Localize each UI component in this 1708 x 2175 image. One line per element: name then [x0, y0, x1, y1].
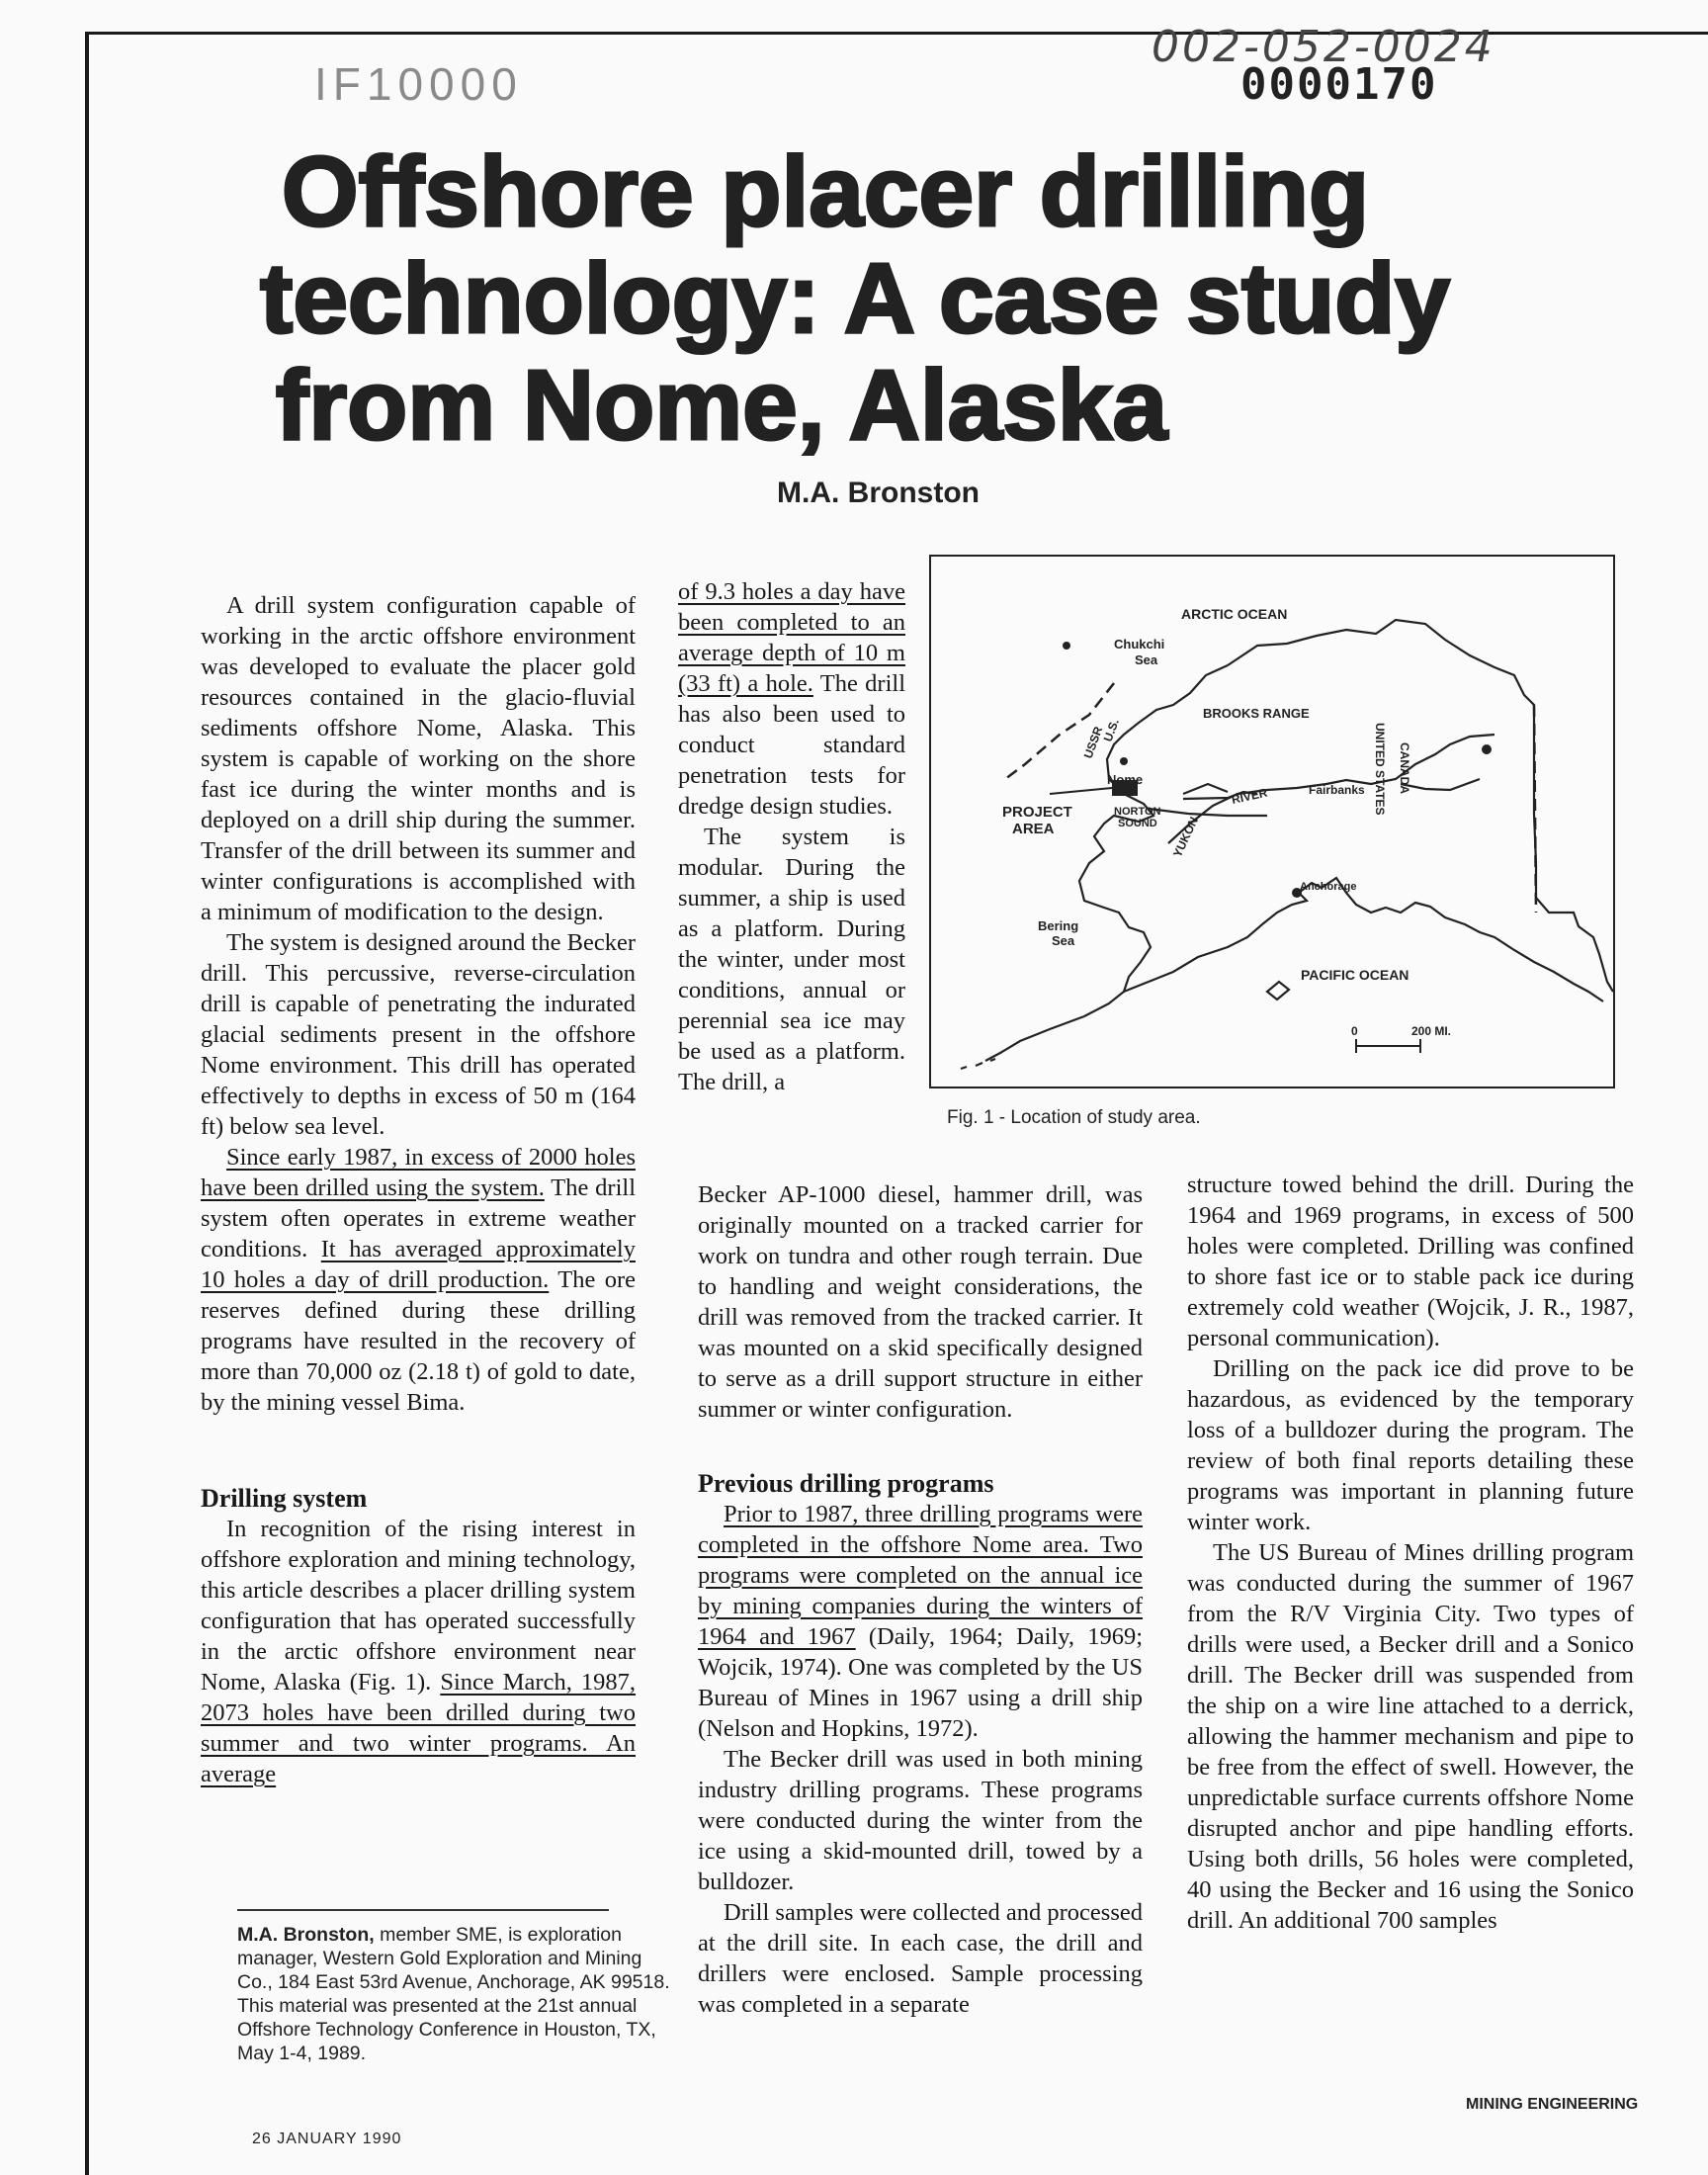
footnote-rule	[237, 1909, 609, 1911]
alaska-location-map	[931, 557, 1613, 1087]
article-title	[119, 138, 1708, 459]
drilling-system-paragraph	[201, 1514, 636, 1789]
body-text: The drill has also been used to conduct standard penetration tests for dredge design studies.	[678, 670, 906, 820]
scale-bar	[1356, 1039, 1420, 1053]
map-label-fairbanks: Fairbanks	[1309, 783, 1365, 797]
map-label-chukchi: Chukchi	[1114, 637, 1165, 652]
abstract-paragraph: A drill system configuration capable of working in the arctic offshore environment was developed to evaluate the placer gold resources contained in the glacio-fluvial sediments offshore Nome, Alaska. This system is capable of working on the shore fast ice during the winter months and is deployed on a drill ship during the summer. Transfer of the drill between its summer and winter configurations is accomplished with a minimum of modification to the design.	[201, 592, 636, 925]
page-folio: 26 JANUARY 1990	[252, 2131, 402, 2147]
map-scale-200: 200 MI.	[1411, 1024, 1452, 1038]
map-label-project: PROJECT	[1002, 804, 1072, 821]
modular-system-paragraph: The system is modular. During the summer, a ship is used as a platform. During the winter, under most conditions, annual or perennial sea ice may be used as a platform. The drill, a	[678, 824, 905, 1095]
section-heading-drilling-system: Drilling system	[201, 1484, 368, 1513]
footnote-text: member SME, is exploration manager, Western Gold Exploration and Mining Co., 184 East 53rd Avenue, Anchorage, AK 99518. This material was presented at the 21st annual Offshore Technology Conference in Houston, TX, May 1-4, 1989.	[237, 1924, 670, 2064]
fairbanks-dot	[1482, 744, 1492, 754]
title-line-1: Offshore placer drilling	[281, 136, 1370, 247]
archive-stamp-left: IF10000	[314, 58, 523, 110]
archive-stamp-right: 0000170	[1240, 59, 1438, 110]
drill-samples-paragraph: Drill samples were collected and processed at the drill site. In each case, the drill and drillers were enclosed. Sample processing was completed in a separate	[698, 1899, 1143, 2018]
underlined-text: Since March, 1987, 2073 holes have been drilled during two summer and two winter programs. An average	[201, 1669, 636, 1787]
body-text: The ore reserves defined during these drilling programs have resulted in the recovery of more than 70,000 oz (2.18 t) of gold to date, by the mining vessel Bima.	[201, 1266, 636, 1416]
bureau-of-mines-paragraph: The US Bureau of Mines drilling program was conducted during the summer of 1967 from the R/V Virginia City. Two types of drills were used, a Becker drill and a Sonico drill. The Becker drill was suspended from the ship on a wire line attached to a derrick, allowing the hammer mechanism and pipe to be free from the effect of swell. However, the unpredictable surface currents offshore Nome disrupted anchor and pipe handling efforts. Using both drills, 56 holes were completed, 40 using the Becker and 16 using the Sonico drill. An additional 700 samples	[1187, 1539, 1634, 1934]
footnote-author-name: M.A. Bronston,	[237, 1924, 375, 1946]
island-dot	[1063, 642, 1070, 650]
pack-ice-paragraph: Drilling on the pack ice did prove to be hazardous, as evidenced by the temporary loss of a bulldozer during the program. The review of both final reports detailing these programs was important in planning future winter work.	[1187, 1355, 1634, 1535]
underlined-text: It has averaged approximately 10 holes a day of drill production.	[201, 1236, 636, 1293]
coastline	[961, 620, 1613, 1069]
section-heading-previous-drilling: Previous drilling programs	[698, 1469, 994, 1498]
map-label-anchorage: Anchorage	[1300, 881, 1357, 893]
map-label-ussr: USSR	[1080, 724, 1106, 761]
holes-per-day-paragraph	[678, 576, 905, 822]
prior-programs-paragraph	[698, 1499, 1143, 1744]
underlined-text: of 9.3 holes a day have been completed to an average depth of 10 m (33 ft) a hole.	[678, 578, 905, 697]
map-label-bering: Bering	[1038, 918, 1079, 933]
map-label-canada: CANADA	[1398, 742, 1411, 794]
map-label-pacific-ocean: PACIFIC OCEAN	[1301, 967, 1409, 983]
underlined-text: Prior to 1987, three drilling programs were completed in the offshore Nome area. Two programs were completed on the annual ice by mining companies during the winters of 1964 and 1967	[698, 1501, 1143, 1650]
map-label-yukon: YUKON	[1170, 815, 1202, 860]
map-label-norton: NORTON	[1114, 806, 1161, 818]
map-label-arctic-ocean: ARCTIC OCEAN	[1181, 606, 1288, 622]
map-scale-zero: 0	[1351, 1024, 1358, 1038]
column-2-top	[678, 576, 905, 1097]
map-label-brooks-range: BROOKS RANGE	[1203, 706, 1310, 721]
column-3	[1187, 1170, 1634, 1936]
becker-both-programs-paragraph: The Becker drill was used in both mining industry drilling programs. These programs were conducted during the winter from the ice using a skid-mounted drill, towed by a bulldozer.	[698, 1746, 1143, 1895]
map-label-united-states: UNITED STATES	[1373, 723, 1387, 816]
map-label-nome: Nome	[1107, 772, 1144, 787]
body-text: In recognition of the rising interest in offshore exploration and mining technology, this article describes a placer drilling system configuration that has operated successfully in the arctic offshore environment near Nome, Alaska (Fig. 1).	[201, 1516, 636, 1696]
nome-dot	[1120, 757, 1128, 765]
figure-1-caption: Fig. 1 - Location of study area.	[947, 1107, 1201, 1128]
column-2-bottom	[698, 1179, 1143, 2020]
title-line-2: technology: A case study	[260, 243, 1450, 354]
body-text: The drill system often operates in extreme weather conditions.	[201, 1174, 636, 1262]
map-label-us: U.S.	[1100, 717, 1122, 744]
author-footnote	[237, 1923, 682, 2065]
becker-drill-paragraph: The system is designed around the Becker drill. This percussive, reverse-circulation drill is capable of penetrating the indurated glacial sediments present in the offshore Nome environment. This drill has operated effectively to depths in excess of 50 m (164 ft) below sea level.	[201, 929, 636, 1140]
handwritten-document-id: 002-052-0024	[1152, 22, 1495, 72]
production-paragraph	[201, 1142, 636, 1418]
map-label-chukchi-sea: Sea	[1135, 652, 1158, 667]
author-byline: M.A. Bronston	[777, 477, 980, 509]
becker-ap1000-paragraph: Becker AP-1000 diesel, hammer drill, was originally mounted on a tracked carrier for work on tundra and other rough terrain. Due to handling and weight considerations, the drill was removed from the tracked carrier. It was mounted on a skid specifically designed to serve as a drill support structure in either summer or winter configuration.	[698, 1181, 1143, 1423]
title-line-3: from Nome, Alaska	[275, 350, 1168, 461]
column-1	[201, 590, 636, 1789]
project-area-pointer	[1050, 788, 1112, 794]
map-label-sound: SOUND	[1118, 818, 1157, 829]
figure-1-map	[929, 555, 1615, 1088]
underlined-text: Since early 1987, in excess of 2000 holes have been drilled using the system.	[201, 1144, 636, 1201]
body-text: (Daily, 1964; Daily, 1969; Wojcik, 1974). One was completed by the US Bureau of Mines in 1967 using a drill ship (Nelson and Hopkins, 1972).	[698, 1623, 1144, 1742]
journal-name: MINING ENGINEERING	[1466, 2096, 1639, 2113]
map-label-bering-sea: Sea	[1052, 933, 1075, 948]
map-label-river: RIVER	[1230, 785, 1269, 807]
structure-towed-paragraph: structure towed behind the drill. During the 1964 and 1969 programs, in excess of 500 holes were completed. Drilling was confined to shore fast ice or to stable pack ice during extremely cold weather (Wojcik, J. R., 1987, personal communication).	[1187, 1172, 1634, 1351]
map-label-area: AREA	[1012, 821, 1055, 837]
